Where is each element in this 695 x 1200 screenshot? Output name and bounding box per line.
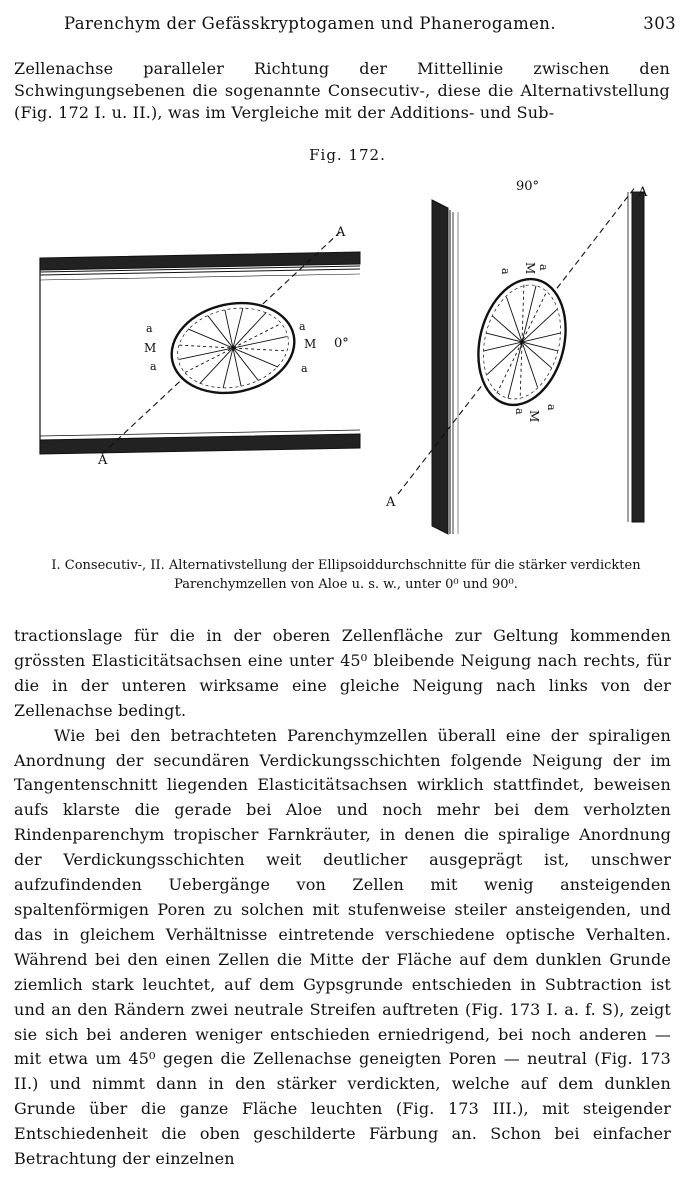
running-header [64, 14, 676, 38]
header-title: Parenchym der Gefässkryptogamen und Phanerogamen. [64, 14, 556, 33]
left-axis-label-bottom: A [98, 453, 108, 468]
page-number: 303 [643, 14, 676, 33]
body-paragraph-2: Wie bei den betrachteten Parenchymzellen überall eine der spiraligen Anordnung der secundären Verdickungsschichten folgende Neigung der im Tangentenschnitt liegenden Elasticitätsachsen wirklich stattfindet, beweisen aufs klarste die gerade bei Aloe und noch mehr bei dem verholzten Rindenparenchym tropischer Farnkräuter, in denen die spiralige Anordnung der Verdickungsschichten weit deutlicher ausgeprägt ist, unschwer aufzufindenden Uebergänge von Zellen mit wenig ansteigenden spaltenförmigen Poren zu solchen mit stufenweise steiler ansteigenden, und das in gleichem Verhältnisse eintretende verschiedene optische Verhalten. Während bei den einen Zellen die Mitte der Fläche auf dem dunklen Grunde ziemlich stark leuchtet, auf dem Gypsgrunde entschieden in Subtraction ist und an den Rändern zwei neutrale Streifen auftreten (Fig. 173 I. a. f. S), zeigt sie sich bei anderen weniger entschieden erniedrigend, bei noch anderen — mit etwa um 45⁰ gegen die Zellenachse geneigten Poren — neutral (Fig. 173 II.) und nimmt dann in den stärker verdickten, welche auf dem dunklen Grunde über die ganze Fläche leuchten (Fig. 173 III.), mit steigender Entschiedenheit die oben geschilderte Färbung an. Schon bei einfacher Betrachtung der einzelnen [14, 725, 671, 1169]
right-point-label-2: M [523, 262, 537, 275]
right-ellipse [466, 270, 578, 415]
caption-line-1: I. Consecutiv-, II. Alternativstellung der Ellipsoiddurchschnitte für die stärker verdickten [51, 558, 641, 573]
left-point-label-5: a [299, 320, 306, 333]
figure-172 [18, 172, 688, 544]
left-panel [40, 225, 360, 468]
right-point-label-6: a [545, 404, 558, 411]
intro-paragraph [14, 58, 670, 124]
left-point-label-3: M [144, 341, 157, 355]
left-point-label-2: a [150, 360, 157, 373]
left-point-label-4: M [304, 337, 317, 351]
left-axis-label-top: A [336, 225, 346, 240]
right-angle-label: 90° [516, 179, 540, 194]
right-panel [385, 179, 648, 534]
right-point-label-4: a [513, 408, 526, 415]
right-point-label-1: a [499, 268, 512, 275]
figure-172-drawing [18, 172, 688, 544]
caption-line-2: Parenchymzellen von Aloe u. s. w., unter 0⁰ und 90⁰. [174, 577, 518, 592]
right-point-label-5: M [527, 410, 541, 423]
right-axis-label-bottom: A [386, 495, 396, 510]
right-point-label-3: a [537, 264, 550, 271]
body-text [14, 624, 671, 1172]
intro-text: Zellenachse paralleler Richtung der Mittellinie zwischen den Schwingungsebenen die sogenannte Consecutiv-, diese die Alternativstellung (Fig. 172 I. u. II.), was im Vergleiche mit der Additions- und Sub- [14, 59, 670, 122]
left-angle-label: 0° [334, 336, 349, 351]
left-ellipse [163, 292, 303, 404]
left-point-label-1: a [146, 322, 153, 335]
left-point-label-6: a [301, 362, 308, 375]
right-axis-label-top: A [638, 185, 648, 200]
figure-label: Fig. 172. [309, 146, 386, 164]
figure-caption [14, 556, 678, 594]
body-paragraph-1: tractionslage für die in der oberen Zellenfläche zur Geltung kommenden grössten Elasticitätsachsen eine unter 45⁰ bleibende Neigung nach rechts, für die in der unteren wirksame eine gleiche Neigung nach links von der Zellenachse bedingt. [14, 626, 671, 720]
